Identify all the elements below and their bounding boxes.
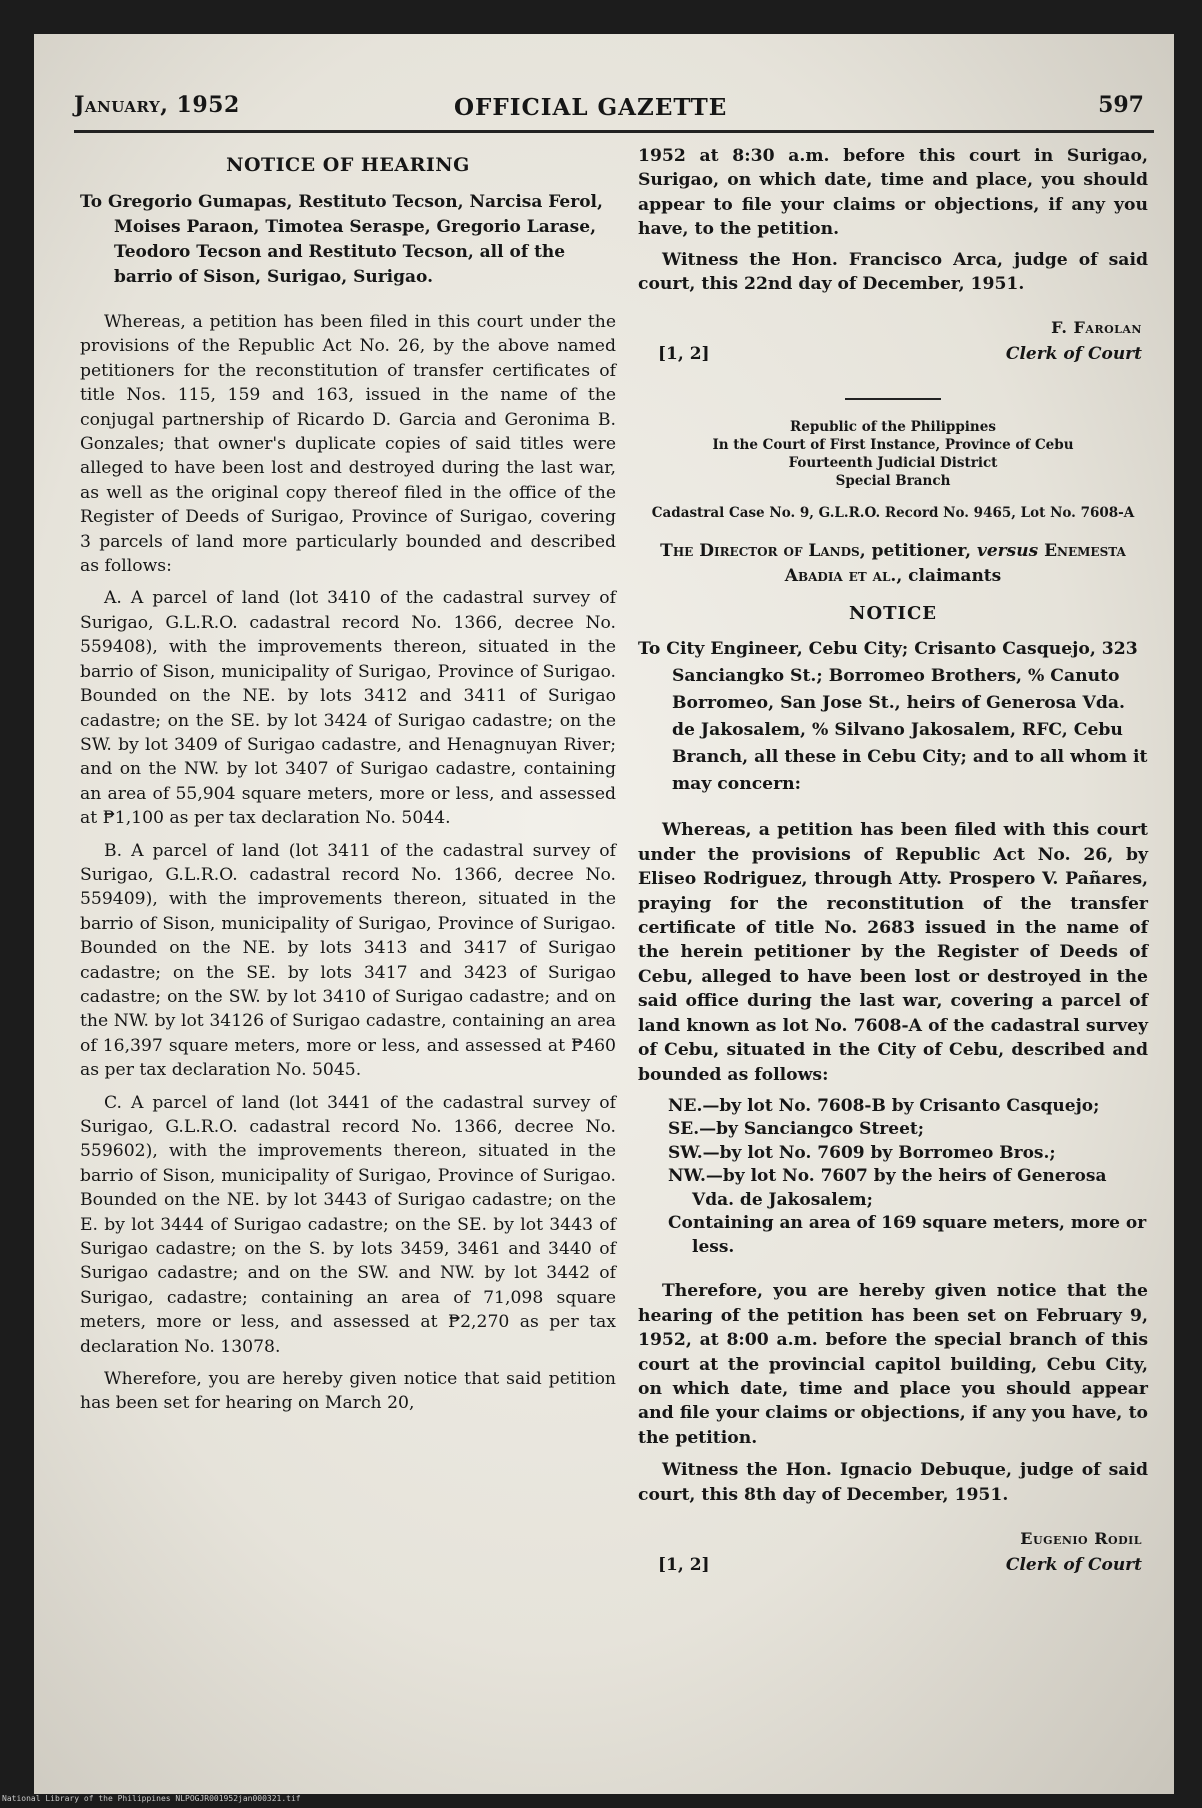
therefore-paragraph: Therefore, you are hereby given notice that the hearing of the petition has been set on February 9, 1952, at 8:00 a.m. before the special branch of this court at the provincial capitol building, Cebu City, on which date, time and place you should appear and file your claims or objections, if any you have, to the petition. xyxy=(638,1281,1148,1448)
clerk-title: Clerk of Court xyxy=(1005,1555,1142,1576)
claimants-suffix: , claimants xyxy=(896,566,1002,587)
issue-date: January, 1952 xyxy=(74,92,240,118)
court-header xyxy=(638,418,1148,490)
boundary-list xyxy=(638,1095,1148,1260)
section-separator xyxy=(845,398,941,400)
notice-title: NOTICE xyxy=(849,603,937,625)
addressee-surigao: To Gregorio Gumapas, Restituto Tecson, Narcisa Ferol, Moises Paraon, Timotea Seraspe, Gregorio Larase, Teodoro Tecson and Restituto Tecson, all of the barrio of Sison, Surigao, Surigao. xyxy=(80,192,603,287)
case-parties xyxy=(638,539,1148,589)
wherefore-paragraph: Wherefore, you are hereby given notice that said petition has been set for hearing on March 20, xyxy=(80,1369,616,1414)
petitioner-name: The Director of Lands xyxy=(660,541,860,562)
signature-block xyxy=(638,318,1148,380)
court-header-line: Fourteenth Judicial District xyxy=(788,455,998,472)
gazette-page xyxy=(34,34,1174,1794)
publication-title: OFFICIAL GAZETTE xyxy=(454,94,728,121)
notice-of-hearing-title: NOTICE OF HEARING xyxy=(226,154,470,176)
court-header-line: Republic of the Philippines xyxy=(790,419,996,436)
running-head xyxy=(74,92,1154,126)
parcel-a-paragraph: A. A parcel of land (lot 3410 of the cadastral survey of Surigao, G.L.R.O. cadastral record No. 1366, decree No. 559408), with the improvements thereon, situated in the barrio of Sison, municipality of Surigao, Province of Surigao. Bounded on the NE. by lots 3412 and 3411 of Surigao cadastre; on the SE. by lot 3424 of Surigao cadastre; on the SW. by lot 3409 of Surigao cadastre, and Henagnuyan River; and on the NW. by lot 3407 of Surigao cadastre, containing an area of 55,904 square meters, more or less, and assessed at ₱1,100 as per tax declaration No. 5044. xyxy=(80,588,616,829)
header-rule xyxy=(74,130,1154,133)
page-number: 597 xyxy=(1098,92,1144,118)
witness-cebu-paragraph: Witness the Hon. Ignacio Debuque, judge of said court, this 8th day of December, 1951. xyxy=(638,1460,1148,1505)
petitioner-suffix: , petitioner, xyxy=(859,541,972,562)
issue-reference: [1, 2] xyxy=(658,344,710,365)
boundary-item: SE.—by Sanciangco Street; xyxy=(668,1119,925,1140)
boundary-item: SW.—by lot No. 7609 by Borromeo Bros.; xyxy=(668,1142,1056,1163)
versus-label: versus xyxy=(976,541,1039,562)
claimants-name: Enemesta Abadia et al. xyxy=(784,541,1126,587)
boundary-item: NE.—by lot No. 7608-B by Crisanto Casquejo; xyxy=(668,1095,1100,1116)
scan-footer: National Library of the Philippines NLPOGJR001952jan000321.tif xyxy=(2,1794,301,1803)
left-column xyxy=(80,144,616,1424)
clerk-name: F. Farolan xyxy=(1051,318,1142,338)
court-header-line: Special Branch xyxy=(835,473,951,490)
continuation-paragraph: 1952 at 8:30 a.m. before this court in Surigao, Surigao, on which date, time and place, you should appear to file your claims or objections, if any you have, to the petition. xyxy=(638,146,1148,240)
witness-paragraph: Witness the Hon. Francisco Arca, judge of said court, this 22nd day of December, 1951. xyxy=(638,249,1148,295)
issue-reference: [1, 2] xyxy=(658,1555,710,1576)
signature-block-cebu xyxy=(638,1529,1148,1591)
parcel-c-paragraph: C. A parcel of land (lot 3441 of the cadastral survey of Surigao, G.L.R.O. cadastral record No. 1366, decree No. 559602), with the improvements thereon, situated in the barrio of Sison, municipality of Surigao, Province of Surigao. Bounded on the NE. by lot 3443 of Surigao cadastre; on the E. by lot 3444 of Surigao cadastre; on the SE. by lot 3443 of Surigao cadastre; on the S. by lots 3459, 3461 and 3440 of Surigao cadastre; and on the SW. and NW. by lot 3442 of Surigao, cadastre; containing an area of 71,098 square meters, more or less, and assessed at ₱2,270 as per tax declaration No. 13078. xyxy=(80,1092,616,1357)
whereas-cebu-paragraph: Whereas, a petition has been filed with this court under the provisions of Republic Act No. 26, by Eliseo Rodriguez, through Atty. Prospero V. Pañares, praying for the reconstitution of the transfer certificate of title No. 2683 issued in the name of the herein petitioner by the Register of Deeds of Cebu, alleged to have been lost or destroyed in the said office during the last war, covering a parcel of land known as lot No. 7608-A of the cadastral survey of Cebu, situated in the City of Cebu, described and bounded as follows: xyxy=(638,820,1148,1085)
clerk-title: Clerk of Court xyxy=(1005,344,1142,365)
clerk-name: Eugenio Rodil xyxy=(1020,1529,1142,1549)
boundary-item: Containing an area of 169 square meters, more or less. xyxy=(668,1213,1147,1257)
boundary-item: NW.—by lot No. 7607 by the heirs of Generosa Vda. de Jakosalem; xyxy=(668,1166,1107,1210)
right-column xyxy=(638,144,1148,1609)
addressee-cebu: To City Engineer, Cebu City; Crisanto Casquejo, 323 Sanciangko St.; Borromeo Brothers, % Canuto Borromeo, San Jose St., heirs of Generosa Vda. de Jakosalem, % Silvano Jakosalem, RFC, Cebu Branch, all these in Cebu City; and to all whom it may concern: xyxy=(638,639,1148,795)
case-number-line: Cadastral Case No. 9, G.L.R.O. Record No. 9465, Lot No. 7608-A xyxy=(651,505,1135,522)
whereas-paragraph: Whereas, a petition has been filed in this court under the provisions of the Republic Act No. 26, by the above named petitioners for the reconstitution of transfer certificates of title Nos. 115, 159 and 163, issued in the name of the conjugal partnership of Ricardo D. Garcia and Geronima B. Gonzales; that owner's duplicate copies of said titles were alleged to have been lost and destroyed during the last war, as well as the original copy thereof filed in the office of the Register of Deeds of Surigao, Province of Surigao, covering 3 parcels of land more particularly bounded and described as follows: xyxy=(80,312,616,577)
court-header-line: In the Court of First Instance, Province of Cebu xyxy=(712,437,1074,454)
parcel-b-paragraph: B. A parcel of land (lot 3411 of the cadastral survey of Surigao, G.L.R.O. cadastral record No. 1366, decree No. 559409), with the improvements thereon, situated in the barrio of Sison, municipality of Surigao, Province of Surigao. Bounded on the NE. by lots 3413 and 3417 of Surigao cadastre; on the SE. by lots 3417 and 3423 of Surigao cadastre; on the SW. by lot 3410 of Surigao cadastre; and on the NW. by lot 34126 of Surigao cadastre, containing an area of 16,397 square meters, more or less, and assessed at ₱460 as per tax declaration No. 5045. xyxy=(80,840,616,1081)
